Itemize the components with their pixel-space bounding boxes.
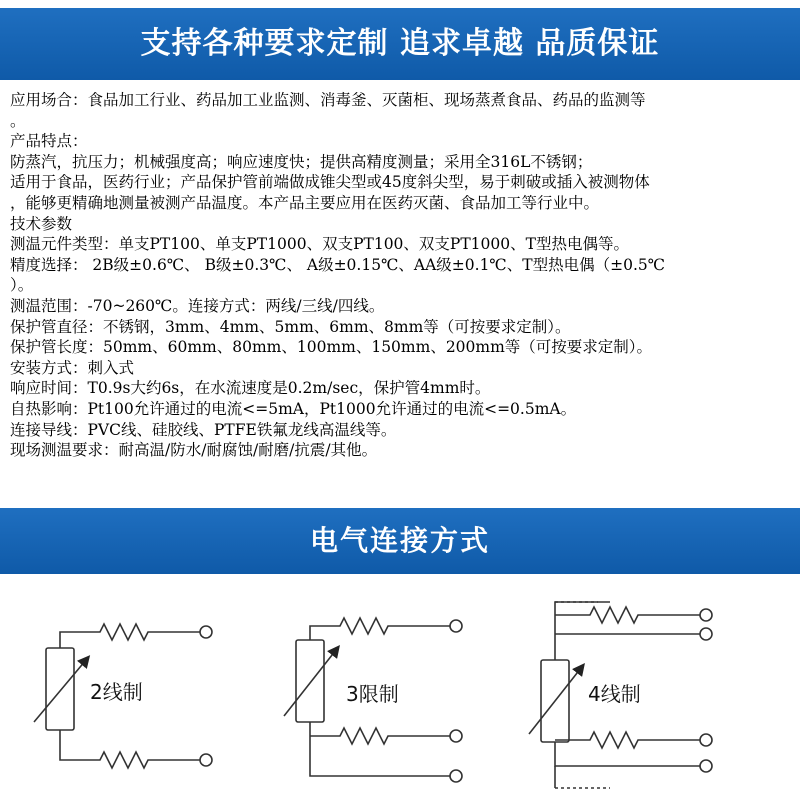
spec-text-block bbox=[10, 90, 792, 461]
spec-line: 现场测温要求：耐高温/防水/耐腐蚀/耐磨/抗震/其他。 bbox=[10, 441, 378, 460]
spec-line: 产品特点： bbox=[10, 132, 88, 151]
spec-line: 适用于食品，医药行业；产品保护管前端做成锥尖型或45度斜尖型，易于刺破或插入被测物体 bbox=[10, 173, 650, 192]
spec-line: 测温范围：-70~260℃。连接方式：两线/三线/四线。 bbox=[10, 296, 385, 315]
spec-line: 技术参数 bbox=[10, 214, 73, 233]
section-title: 电气连接方式 bbox=[309, 524, 490, 557]
section-banner bbox=[0, 508, 800, 574]
four-wire-label: 4线制 bbox=[588, 682, 641, 706]
three-wire-label: 3限制 bbox=[346, 682, 399, 706]
wiring-diagrams bbox=[0, 580, 800, 800]
spec-line: 精度选择： 2B级±0.6℃、 B级±0.3℃、 A级±0.15℃、AA级±0.1℃、T型热电偶（±0.5℃ bbox=[10, 255, 666, 274]
header-banner bbox=[0, 8, 800, 80]
spec-line: 防蒸汽，抗压力；机械强度高；响应速度快；提供高精度测量；采用全316L不锈钢； bbox=[10, 152, 593, 171]
spec-line: 应用场合：食品加工行业、药品加工业监测、消毒釜、灭菌柜、现场蒸煮食品、药品的监测等 bbox=[10, 91, 646, 109]
spec-line: 。 bbox=[10, 111, 26, 130]
spec-line: 连接导线：PVC线、硅胶线、PTFE铁氟龙线高温线等。 bbox=[10, 420, 397, 439]
spec-line: 保护管直径：不锈钢，3mm、4mm、5mm、6mm、8mm等（可按要求定制）。 bbox=[10, 317, 571, 336]
spec-line: 自热影响：Pt100允许通过的电流<=5mA，Pt1000允许通过的电流<=0.5mA。 bbox=[10, 399, 577, 418]
two-wire-label: 2线制 bbox=[90, 680, 143, 704]
spec-line: 响应时间：T0.9s大约6s，在水流速度是0.2m/sec，保护管4mm时。 bbox=[10, 379, 491, 398]
spec-line: 测温元件类型：单支PT100、单支PT1000、双支PT100、双支PT1000、T型热电偶等。 bbox=[10, 235, 629, 254]
spec-line: 安装方式：刺入式 bbox=[10, 358, 135, 377]
spec-line: ，能够更精确地测量被测产品温度。本产品主要应用在医药灭菌、食品加工等行业中。 bbox=[10, 193, 600, 212]
spec-line: 保护管长度：50mm、60mm、80mm、100mm、150mm、200mm等（可按要求定制）。 bbox=[10, 338, 653, 357]
header-title: 支持各种要求定制 追求卓越 品质保证 bbox=[140, 26, 660, 61]
spec-line: ）。 bbox=[10, 276, 34, 295]
